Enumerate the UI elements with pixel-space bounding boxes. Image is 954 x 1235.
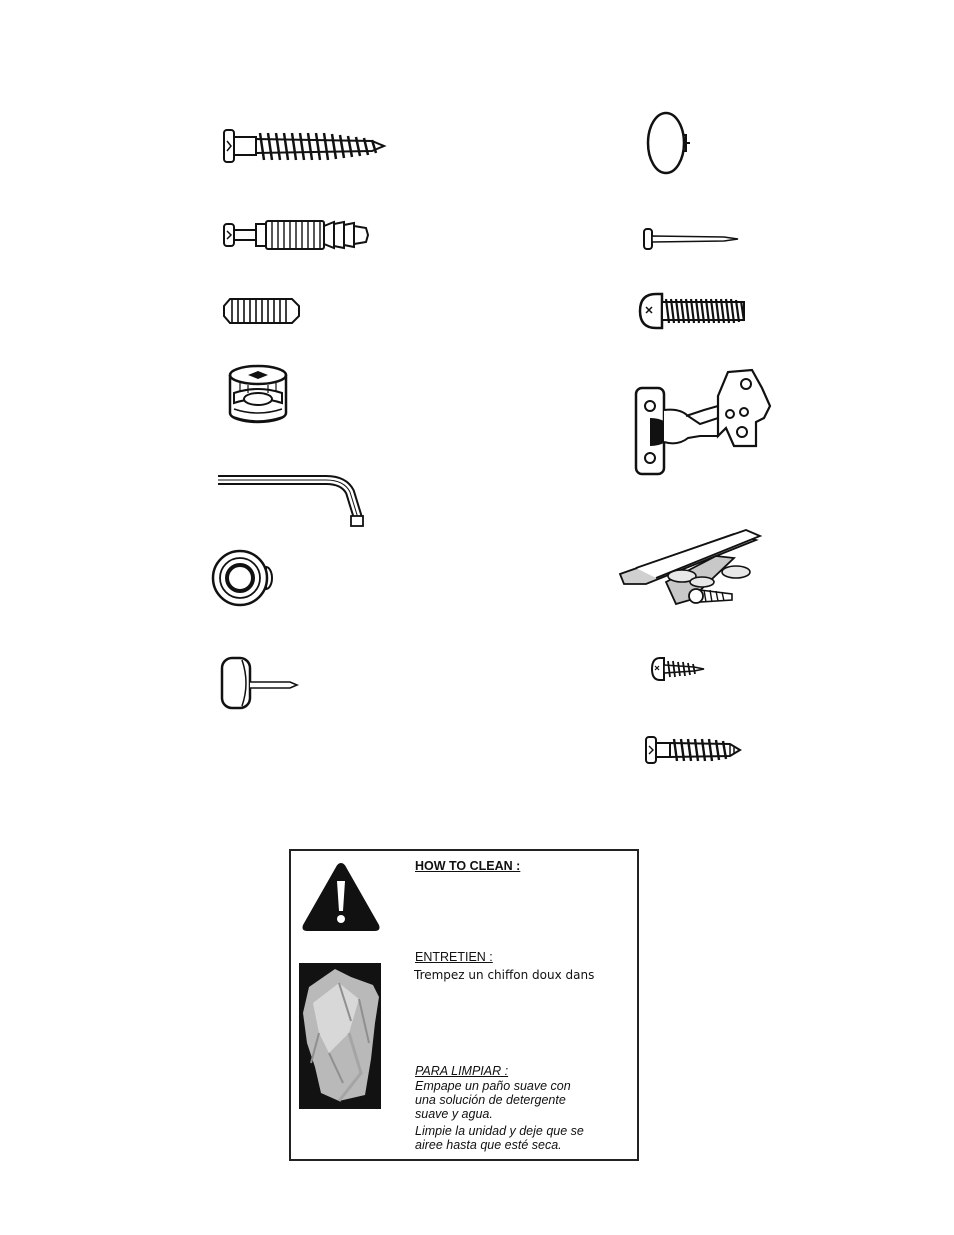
short-cam-bolt-icon: [644, 734, 744, 766]
spanish-line-1: Empape un paño suave con: [415, 1079, 571, 1093]
cleaning-instructions-box: [289, 849, 639, 1161]
french-text: Trempez un chiffon doux dans: [414, 968, 595, 982]
cam-lock-icon: [226, 363, 290, 427]
anti-tip-strap-kit-icon: [616, 528, 766, 610]
hinge-icon: [634, 366, 776, 478]
machine-screw-icon: [638, 291, 748, 331]
spanish-heading: PARA LIMPIAR :: [415, 1064, 509, 1078]
english-heading: HOW TO CLEAN :: [415, 859, 521, 873]
french-heading: ENTRETIEN :: [415, 950, 493, 964]
soft-cloth-image: [299, 963, 381, 1109]
allen-key-icon: [214, 476, 364, 532]
spanish-line-5: airee hasta que esté seca.: [415, 1138, 562, 1152]
screw-cover-cap-icon: [646, 111, 696, 177]
dowel-connector-bolt-icon: [222, 218, 372, 254]
short-screw-icon: [650, 656, 706, 682]
spanish-line-2: una solución de detergente: [415, 1093, 566, 1107]
wood-dowel-icon: [222, 296, 302, 326]
felt-pad-nail-icon: [220, 656, 300, 712]
knob-icon: [212, 545, 278, 615]
warning-triangle-icon: [301, 861, 381, 938]
nail-icon: [642, 226, 742, 252]
cam-bolt-screw-icon: [222, 127, 392, 167]
spanish-line-3: suave y agua.: [415, 1107, 493, 1121]
spanish-line-4: Limpie la unidad y deje que se: [415, 1124, 584, 1138]
